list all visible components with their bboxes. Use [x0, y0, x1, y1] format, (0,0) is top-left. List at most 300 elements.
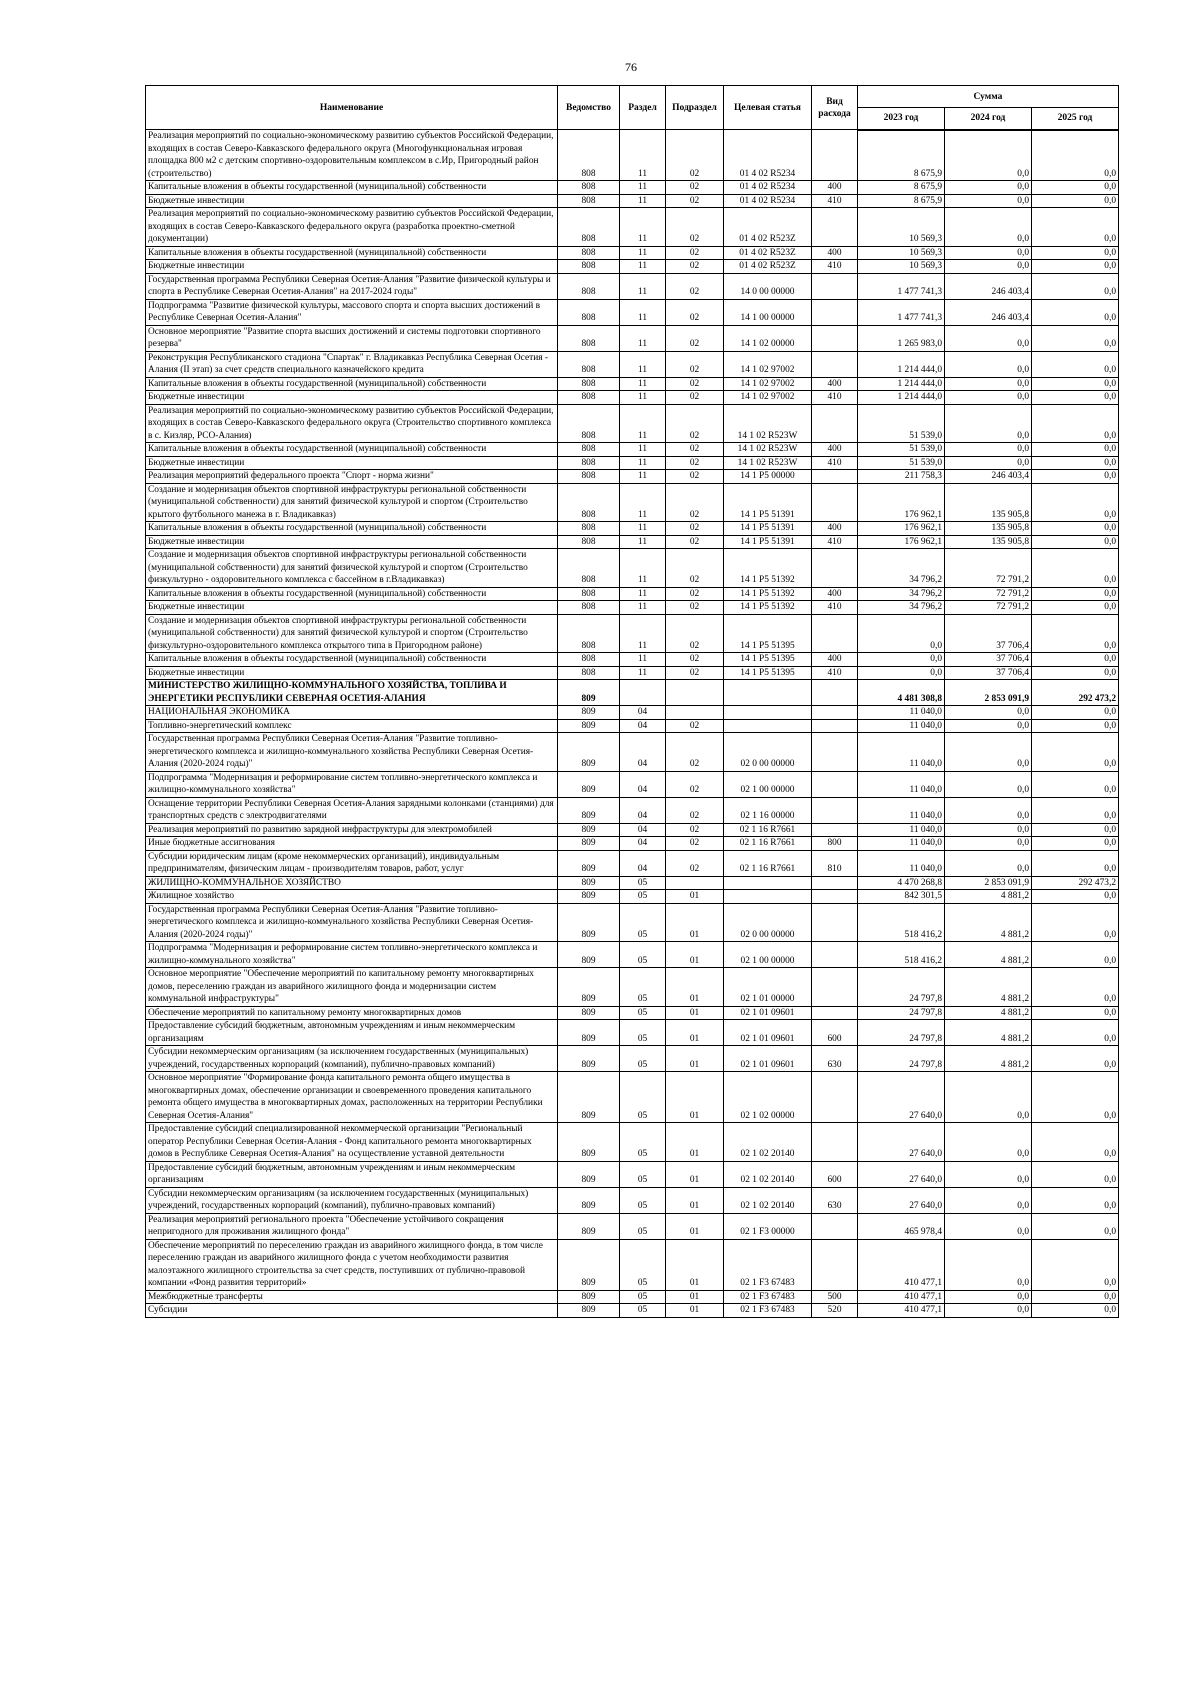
cell-2023: 24 797,8 — [858, 1046, 945, 1072]
cell-subsection: 01 — [666, 1161, 724, 1187]
cell-exp-type — [812, 470, 858, 484]
cell-section: 05 — [620, 876, 666, 890]
cell-exp-type: 410 — [812, 666, 858, 680]
cell-section: 04 — [620, 771, 666, 797]
cell-exp-type — [812, 942, 858, 968]
cell-2023: 27 640,0 — [858, 1187, 945, 1213]
cell-2024: 0,0 — [945, 325, 1032, 351]
cell-name: Капитальные вложения в объекты государственной (муниципальной) собственности — [146, 653, 558, 667]
cell-2025: 0,0 — [1032, 850, 1119, 876]
cell-name: Капитальные вложения в объекты государственной (муниципальной) собственности — [146, 377, 558, 391]
cell-section: 05 — [620, 968, 666, 1007]
table-row — [146, 1213, 1119, 1239]
cell-dept: 808 — [558, 260, 620, 274]
cell-subsection: 02 — [666, 443, 724, 457]
cell-2024: 0,0 — [945, 1187, 1032, 1213]
cell-2024: 0,0 — [945, 771, 1032, 797]
cell-2025: 0,0 — [1032, 837, 1119, 851]
cell-target: 14 1 02 00000 — [724, 325, 812, 351]
table-row — [146, 968, 1119, 1007]
cell-2023: 11 040,0 — [858, 719, 945, 733]
cell-target: 02 1 01 09601 — [724, 1006, 812, 1020]
cell-2023: 34 796,2 — [858, 587, 945, 601]
cell-exp-type: 400 — [812, 587, 858, 601]
cell-section: 04 — [620, 850, 666, 876]
cell-subsection: 01 — [666, 903, 724, 942]
cell-exp-type: 800 — [812, 837, 858, 851]
cell-target: 02 1 02 20140 — [724, 1161, 812, 1187]
cell-subsection: 01 — [666, 1046, 724, 1072]
cell-2024: 37 706,4 — [945, 653, 1032, 667]
cell-name: Субсидии юридическим лицам (кроме некоммерческих организаций), индивидуальным предпринимателям, физическим лицам - производителям товаров, работ, услуг — [146, 850, 558, 876]
cell-target: 01 4 02 R5234 — [724, 130, 812, 181]
header-2023: 2023 год — [858, 108, 945, 130]
cell-2024: 4 881,2 — [945, 903, 1032, 942]
cell-2025: 0,0 — [1032, 1187, 1119, 1213]
cell-dept: 808 — [558, 130, 620, 181]
cell-dept: 809 — [558, 1161, 620, 1187]
table-row — [146, 535, 1119, 549]
cell-subsection: 02 — [666, 549, 724, 588]
cell-target: 14 1 00 00000 — [724, 299, 812, 325]
cell-2024: 135 905,8 — [945, 483, 1032, 522]
cell-name: Бюджетные инвестиции — [146, 666, 558, 680]
cell-2025: 0,0 — [1032, 614, 1119, 653]
cell-target: 14 1 P5 51391 — [724, 535, 812, 549]
cell-target: 02 0 00 00000 — [724, 903, 812, 942]
cell-exp-type — [812, 968, 858, 1007]
cell-name: Субсидии некоммерческим организациям (за исключением государственных (муниципальных) учреждений, государственных корпораций (компаний), публично-правовых компаний) — [146, 1187, 558, 1213]
cell-exp-type — [812, 680, 858, 706]
table-row — [146, 823, 1119, 837]
cell-section: 11 — [620, 130, 666, 181]
cell-dept: 809 — [558, 771, 620, 797]
cell-2023: 27 640,0 — [858, 1072, 945, 1123]
cell-2025: 0,0 — [1032, 1239, 1119, 1290]
cell-dept: 808 — [558, 522, 620, 536]
cell-exp-type — [812, 483, 858, 522]
cell-section: 11 — [620, 194, 666, 208]
cell-2025: 0,0 — [1032, 483, 1119, 522]
cell-subsection: 01 — [666, 968, 724, 1007]
cell-section: 05 — [620, 1304, 666, 1318]
cell-exp-type — [812, 903, 858, 942]
cell-2023: 10 569,3 — [858, 208, 945, 247]
cell-dept: 809 — [558, 890, 620, 904]
cell-2025: 0,0 — [1032, 706, 1119, 720]
cell-name: Реализация мероприятий по развитию зарядной инфраструктуры для электромобилей — [146, 823, 558, 837]
cell-2025: 0,0 — [1032, 377, 1119, 391]
cell-subsection: 01 — [666, 1006, 724, 1020]
table-row — [146, 391, 1119, 405]
cell-2025: 0,0 — [1032, 130, 1119, 181]
cell-2023: 24 797,8 — [858, 1020, 945, 1046]
cell-name: Иные бюджетные ассигнования — [146, 837, 558, 851]
cell-section: 05 — [620, 1020, 666, 1046]
cell-exp-type: 600 — [812, 1020, 858, 1046]
cell-2025: 0,0 — [1032, 771, 1119, 797]
cell-name: Основное мероприятие "Формирование фонда капитального ремонта общего имущества в многоквартирных домах, обеспечение организации и своевременного проведения капитального ремонта общего имущества в многоквартирных домах, расположенных на территории Республики Северная Осетия-Алания" — [146, 1072, 558, 1123]
table-row — [146, 1161, 1119, 1187]
cell-subsection: 02 — [666, 299, 724, 325]
cell-2025: 0,0 — [1032, 1020, 1119, 1046]
cell-subsection: 01 — [666, 1187, 724, 1213]
cell-exp-type — [812, 890, 858, 904]
table-row — [146, 194, 1119, 208]
cell-section: 11 — [620, 522, 666, 536]
cell-subsection: 02 — [666, 601, 724, 615]
cell-section: 05 — [620, 1046, 666, 1072]
cell-2023: 34 796,2 — [858, 549, 945, 588]
cell-exp-type — [812, 273, 858, 299]
cell-subsection: 01 — [666, 1290, 724, 1304]
cell-dept: 809 — [558, 1239, 620, 1290]
cell-section: 04 — [620, 719, 666, 733]
cell-2025: 0,0 — [1032, 325, 1119, 351]
cell-exp-type: 630 — [812, 1187, 858, 1213]
cell-dept: 809 — [558, 903, 620, 942]
cell-subsection: 02 — [666, 535, 724, 549]
cell-2024: 0,0 — [945, 1072, 1032, 1123]
cell-dept: 809 — [558, 968, 620, 1007]
cell-dept: 809 — [558, 680, 620, 706]
table-row — [146, 837, 1119, 851]
cell-exp-type: 400 — [812, 443, 858, 457]
cell-name: Капитальные вложения в объекты государственной (муниципальной) собственности — [146, 522, 558, 536]
cell-2023: 11 040,0 — [858, 850, 945, 876]
cell-subsection: 02 — [666, 587, 724, 601]
cell-name: НАЦИОНАЛЬНАЯ ЭКОНОМИКА — [146, 706, 558, 720]
cell-exp-type: 410 — [812, 391, 858, 405]
cell-section: 11 — [620, 587, 666, 601]
cell-section: 04 — [620, 837, 666, 851]
page-number: 76 — [625, 60, 637, 74]
cell-subsection: 01 — [666, 890, 724, 904]
budget-table — [145, 85, 1119, 1318]
table-row — [146, 1072, 1119, 1123]
table-row — [146, 1020, 1119, 1046]
cell-target: 14 1 P5 51395 — [724, 653, 812, 667]
cell-2023: 1 477 741,3 — [858, 299, 945, 325]
cell-exp-type: 630 — [812, 1046, 858, 1072]
table-row — [146, 246, 1119, 260]
cell-section: 05 — [620, 1213, 666, 1239]
cell-dept: 808 — [558, 470, 620, 484]
cell-name: Реализация мероприятий по социально-экономическому развитию субъектов Российской Федерации, входящих в состав Северо-Кавказского федерального округа (Строительство спортивного комплекса в с. Кизляр, РСО-Алания) — [146, 404, 558, 443]
cell-exp-type: 600 — [812, 1161, 858, 1187]
cell-target: 01 4 02 R5234 — [724, 181, 812, 195]
cell-name: Обеспечение мероприятий по капитальному ремонту многоквартирных домов — [146, 1006, 558, 1020]
cell-2024: 72 791,2 — [945, 587, 1032, 601]
cell-subsection: 02 — [666, 181, 724, 195]
cell-2024: 135 905,8 — [945, 535, 1032, 549]
cell-dept: 809 — [558, 797, 620, 823]
cell-name: ЖИЛИЩНО-КОММУНАЛЬНОЕ ХОЗЯЙСТВО — [146, 876, 558, 890]
cell-section — [620, 680, 666, 706]
cell-2024: 0,0 — [945, 1290, 1032, 1304]
table-row — [146, 483, 1119, 522]
cell-2024: 4 881,2 — [945, 1046, 1032, 1072]
cell-dept: 808 — [558, 587, 620, 601]
cell-name: Создание и модернизация объектов спортивной инфраструктуры региональной собственности (муниципальной собственности) для занятий физической культурой и спортом (Строительство физкультурно - оздоровительного комплекса с бассейном в г.Владикавказ) — [146, 549, 558, 588]
cell-target: 02 1 F3 67483 — [724, 1304, 812, 1318]
cell-2023: 410 477,1 — [858, 1239, 945, 1290]
cell-target — [724, 719, 812, 733]
cell-2023: 176 962,1 — [858, 483, 945, 522]
cell-exp-type — [812, 208, 858, 247]
cell-dept: 808 — [558, 273, 620, 299]
cell-2023: 10 569,3 — [858, 260, 945, 274]
table-row — [146, 680, 1119, 706]
cell-2024: 37 706,4 — [945, 666, 1032, 680]
cell-section: 11 — [620, 377, 666, 391]
table-row — [146, 876, 1119, 890]
table-row — [146, 1290, 1119, 1304]
cell-target: 02 1 00 00000 — [724, 942, 812, 968]
table-row — [146, 470, 1119, 484]
cell-2023: 11 040,0 — [858, 823, 945, 837]
cell-name: Создание и модернизация объектов спортивной инфраструктуры региональной собственности (муниципальной собственности) для занятий физической культурой и спортом (Строительство физкультурно-оздоровительного комплекса открытого типа в Пригородном районе) — [146, 614, 558, 653]
cell-dept: 808 — [558, 246, 620, 260]
cell-subsection: 02 — [666, 771, 724, 797]
cell-2025: 0,0 — [1032, 823, 1119, 837]
cell-2025: 292 473,2 — [1032, 876, 1119, 890]
cell-2023: 34 796,2 — [858, 601, 945, 615]
cell-target: 02 1 16 R7661 — [724, 837, 812, 851]
cell-subsection: 02 — [666, 797, 724, 823]
cell-section: 05 — [620, 890, 666, 904]
cell-exp-type: 400 — [812, 522, 858, 536]
cell-dept: 808 — [558, 391, 620, 405]
cell-2023: 8 675,9 — [858, 130, 945, 181]
table-row — [146, 614, 1119, 653]
cell-2023: 4 470 268,8 — [858, 876, 945, 890]
cell-subsection: 02 — [666, 666, 724, 680]
cell-subsection: 02 — [666, 377, 724, 391]
cell-section: 11 — [620, 325, 666, 351]
cell-dept: 808 — [558, 404, 620, 443]
cell-target: 14 1 P5 51392 — [724, 549, 812, 588]
cell-exp-type — [812, 876, 858, 890]
cell-dept: 808 — [558, 181, 620, 195]
cell-2025: 292 473,2 — [1032, 680, 1119, 706]
cell-subsection — [666, 680, 724, 706]
cell-name: Создание и модернизация объектов спортивной инфраструктуры региональной собственности (муниципальной собственности) для занятий физической культурой и спортом (Строительство крытого футбольного манежа в г. Владикавказ) — [146, 483, 558, 522]
cell-name: Предоставление субсидий бюджетным, автономным учреждениям и иным некоммерческим организациям — [146, 1161, 558, 1187]
cell-dept: 809 — [558, 823, 620, 837]
cell-section: 05 — [620, 942, 666, 968]
cell-name: Реализация мероприятий по социально-экономическому развитию субъектов Российской Федерации, входящих в состав Северо-Кавказского федерального округа (разработка проектно-сметной документации) — [146, 208, 558, 247]
cell-2023: 10 569,3 — [858, 246, 945, 260]
cell-2025: 0,0 — [1032, 522, 1119, 536]
cell-2024: 0,0 — [945, 260, 1032, 274]
cell-exp-type — [812, 549, 858, 588]
cell-2023: 1 214 444,0 — [858, 351, 945, 377]
table-row — [146, 771, 1119, 797]
cell-dept: 809 — [558, 733, 620, 772]
cell-section: 04 — [620, 706, 666, 720]
cell-subsection: 02 — [666, 325, 724, 351]
cell-2024: 4 881,2 — [945, 1006, 1032, 1020]
cell-exp-type: 410 — [812, 260, 858, 274]
cell-target: 02 1 02 00000 — [724, 1072, 812, 1123]
cell-subsection: 02 — [666, 653, 724, 667]
cell-2023: 176 962,1 — [858, 535, 945, 549]
cell-2025: 0,0 — [1032, 719, 1119, 733]
cell-2025: 0,0 — [1032, 443, 1119, 457]
cell-subsection: 02 — [666, 850, 724, 876]
cell-name: Реализация мероприятий по социально-экономическому развитию субъектов Российской Федерации, входящих в состав Северо-Кавказского федерального округа (Многофункциональная игровая площадка 800 м2 с детским спортивно-оздоровительным комплексом в с.Ир, Пригородный район (строительство) — [146, 130, 558, 181]
cell-target: 02 1 16 R7661 — [724, 850, 812, 876]
cell-section: 11 — [620, 535, 666, 549]
cell-target: 01 4 02 R5234 — [724, 194, 812, 208]
cell-dept: 808 — [558, 299, 620, 325]
cell-subsection — [666, 876, 724, 890]
cell-name: Топливно-энергетический комплекс — [146, 719, 558, 733]
cell-section: 11 — [620, 456, 666, 470]
cell-2023: 11 040,0 — [858, 733, 945, 772]
cell-2023: 518 416,2 — [858, 903, 945, 942]
cell-target: 02 1 00 00000 — [724, 771, 812, 797]
cell-subsection: 02 — [666, 130, 724, 181]
cell-subsection: 02 — [666, 273, 724, 299]
cell-exp-type: 410 — [812, 456, 858, 470]
cell-target: 02 1 02 20140 — [724, 1123, 812, 1162]
cell-2025: 0,0 — [1032, 601, 1119, 615]
cell-2024: 0,0 — [945, 1123, 1032, 1162]
cell-name: Бюджетные инвестиции — [146, 456, 558, 470]
table-row — [146, 1006, 1119, 1020]
cell-2023: 11 040,0 — [858, 771, 945, 797]
cell-section: 11 — [620, 404, 666, 443]
cell-target: 02 1 16 R7661 — [724, 823, 812, 837]
cell-2025: 0,0 — [1032, 351, 1119, 377]
cell-name: Бюджетные инвестиции — [146, 601, 558, 615]
table-row — [146, 299, 1119, 325]
cell-2023: 0,0 — [858, 614, 945, 653]
cell-2023: 11 040,0 — [858, 837, 945, 851]
cell-2024: 0,0 — [945, 130, 1032, 181]
cell-subsection: 01 — [666, 1123, 724, 1162]
cell-2023: 8 675,9 — [858, 181, 945, 195]
cell-dept: 809 — [558, 850, 620, 876]
table-row — [146, 903, 1119, 942]
table-row — [146, 601, 1119, 615]
cell-dept: 809 — [558, 1213, 620, 1239]
cell-name: Реконструкция Республиканского стадиона "Спартак" г. Владикавказ Республика Северная Осетия - Алания (II этап) за счет средств специального казначейского кредита — [146, 351, 558, 377]
cell-2025: 0,0 — [1032, 1290, 1119, 1304]
cell-exp-type: 400 — [812, 181, 858, 195]
cell-subsection: 02 — [666, 351, 724, 377]
cell-subsection: 02 — [666, 391, 724, 405]
cell-2024: 0,0 — [945, 443, 1032, 457]
cell-2025: 0,0 — [1032, 890, 1119, 904]
table-row — [146, 719, 1119, 733]
cell-exp-type — [812, 614, 858, 653]
cell-2023: 1 265 983,0 — [858, 325, 945, 351]
cell-2025: 0,0 — [1032, 456, 1119, 470]
cell-2025: 0,0 — [1032, 470, 1119, 484]
cell-target: 14 1 P5 51392 — [724, 601, 812, 615]
cell-subsection: 02 — [666, 456, 724, 470]
cell-name: Обеспечение мероприятий по переселению граждан из аварийного жилищного фонда, в том числе переселению граждан из аварийного жилищного фонда с учетом необходимости развития малоэтажного жилищного строительства за счет средств, поступивших от публично-правовой компании «Фонд развития территорий» — [146, 1239, 558, 1290]
cell-dept: 808 — [558, 377, 620, 391]
cell-dept: 808 — [558, 351, 620, 377]
cell-target: 14 1 02 97002 — [724, 351, 812, 377]
table-row — [146, 208, 1119, 247]
cell-dept: 808 — [558, 208, 620, 247]
cell-exp-type: 400 — [812, 653, 858, 667]
cell-name: Подпрограмма "Модернизация и реформирование систем топливно-энергетического комплекса и жилищно-коммунального хозяйства" — [146, 942, 558, 968]
cell-section: 11 — [620, 653, 666, 667]
cell-subsection: 02 — [666, 260, 724, 274]
cell-exp-type: 500 — [812, 1290, 858, 1304]
header-name: Наименование — [146, 86, 558, 130]
cell-2025: 0,0 — [1032, 1123, 1119, 1162]
table-row — [146, 456, 1119, 470]
cell-exp-type — [812, 706, 858, 720]
cell-name: Предоставление субсидий специализированной некоммерческой организации "Региональный оператор Республики Северная Осетия-Алания - Фонд капитального ремонта многоквартирных домов в Республике Северная Осетия-Алания" на осуществление уставной деятельности — [146, 1123, 558, 1162]
cell-dept: 808 — [558, 601, 620, 615]
header-target: Целевая статья — [724, 86, 812, 130]
cell-2024: 72 791,2 — [945, 601, 1032, 615]
cell-dept: 809 — [558, 837, 620, 851]
cell-2025: 0,0 — [1032, 194, 1119, 208]
cell-2025: 0,0 — [1032, 404, 1119, 443]
cell-dept: 808 — [558, 653, 620, 667]
cell-dept: 809 — [558, 1290, 620, 1304]
cell-subsection: 02 — [666, 733, 724, 772]
cell-dept: 808 — [558, 535, 620, 549]
cell-2025: 0,0 — [1032, 903, 1119, 942]
cell-target: 14 1 02 97002 — [724, 377, 812, 391]
cell-2024: 4 881,2 — [945, 968, 1032, 1007]
cell-exp-type: 810 — [812, 850, 858, 876]
cell-target: 14 1 02 R523W — [724, 456, 812, 470]
cell-2023: 11 040,0 — [858, 797, 945, 823]
cell-target: 02 1 01 09601 — [724, 1020, 812, 1046]
cell-2024: 0,0 — [945, 837, 1032, 851]
cell-exp-type — [812, 1123, 858, 1162]
cell-section: 05 — [620, 1290, 666, 1304]
cell-exp-type: 400 — [812, 246, 858, 260]
cell-2023: 51 539,0 — [858, 443, 945, 457]
cell-dept: 809 — [558, 942, 620, 968]
cell-subsection: 02 — [666, 404, 724, 443]
cell-target: 01 4 02 R523Z — [724, 260, 812, 274]
cell-2023: 1 477 741,3 — [858, 273, 945, 299]
cell-name: Подпрограмма "Модернизация и реформирование систем топливно-энергетического комплекса и жилищно-коммунального хозяйства" — [146, 771, 558, 797]
cell-section: 11 — [620, 273, 666, 299]
cell-2025: 0,0 — [1032, 587, 1119, 601]
table-row — [146, 351, 1119, 377]
cell-2023: 518 416,2 — [858, 942, 945, 968]
cell-dept: 809 — [558, 1046, 620, 1072]
cell-exp-type — [812, 1072, 858, 1123]
cell-2024: 0,0 — [945, 1161, 1032, 1187]
cell-2023: 0,0 — [858, 666, 945, 680]
cell-section: 11 — [620, 601, 666, 615]
cell-target — [724, 706, 812, 720]
cell-2025: 0,0 — [1032, 733, 1119, 772]
cell-section: 04 — [620, 797, 666, 823]
table-row — [146, 1239, 1119, 1290]
cell-2023: 51 539,0 — [858, 404, 945, 443]
cell-target: 02 1 02 20140 — [724, 1187, 812, 1213]
table-row — [146, 666, 1119, 680]
cell-2023: 1 214 444,0 — [858, 377, 945, 391]
cell-target: 02 1 01 00000 — [724, 968, 812, 1007]
